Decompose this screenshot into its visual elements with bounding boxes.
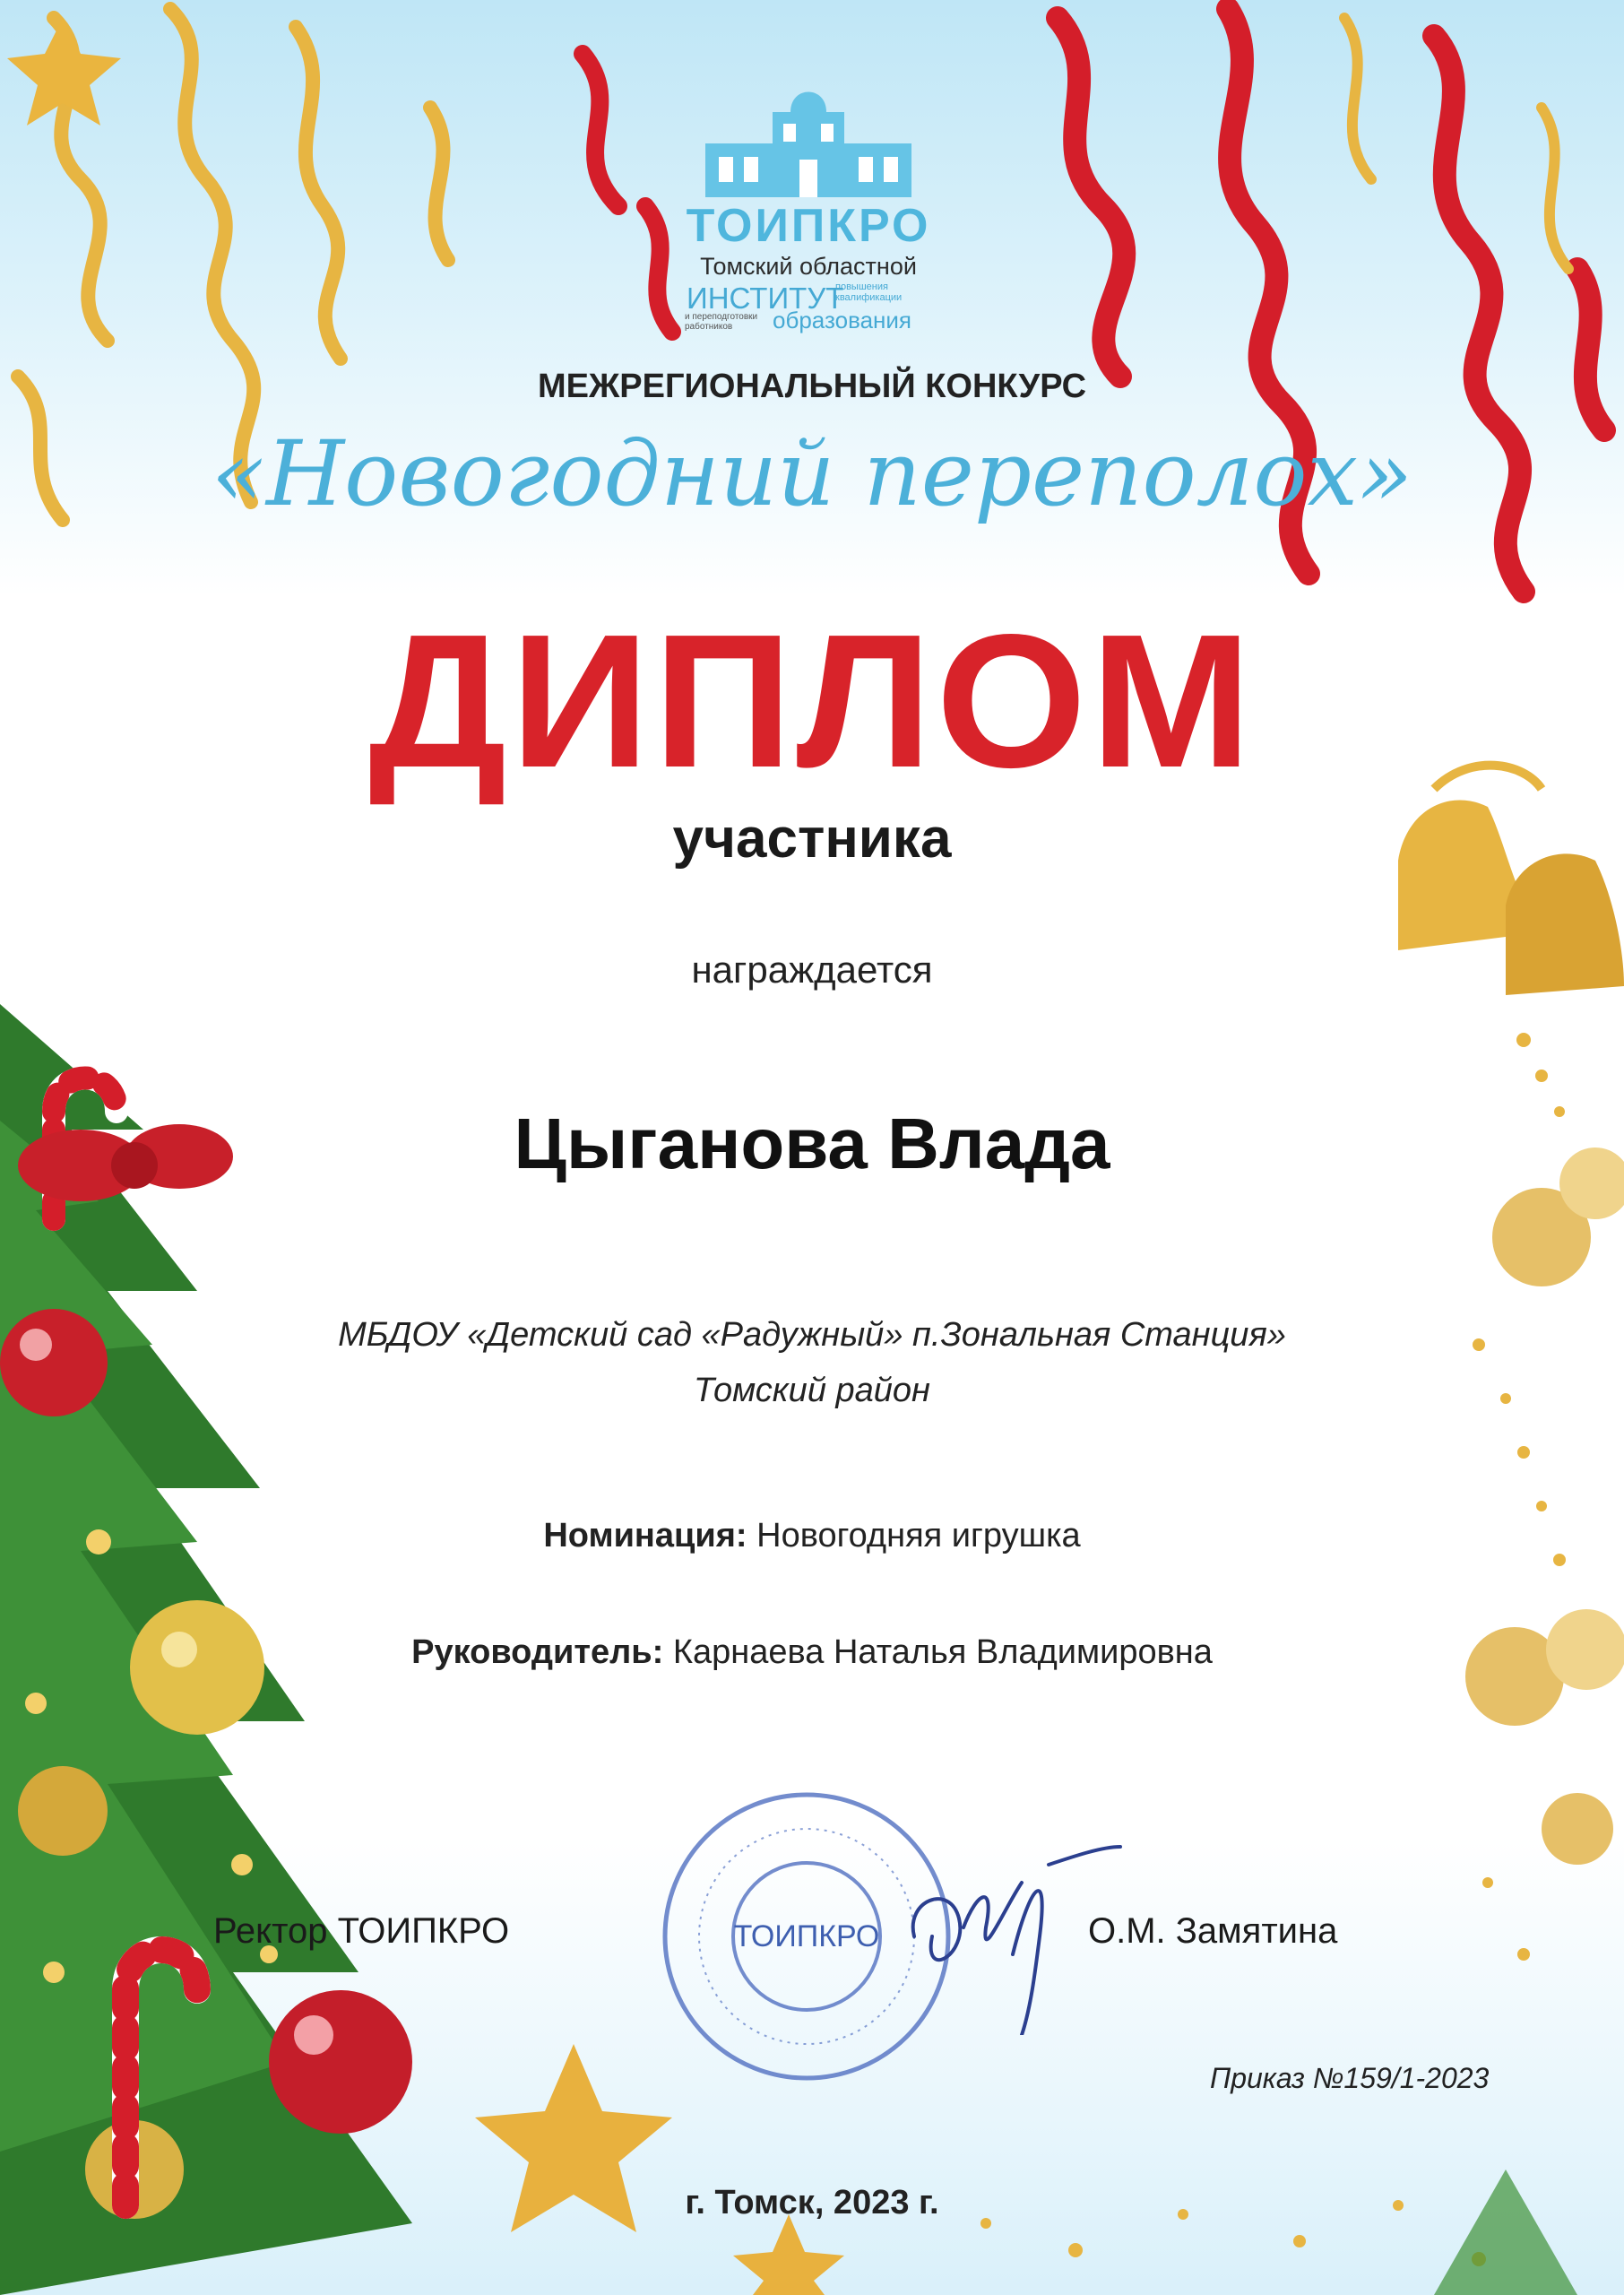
nomination-value: Новогодняя игрушка xyxy=(756,1517,1081,1555)
logo-line-2-small: повышения квалификации xyxy=(835,281,903,303)
rector-label: Ректор ТОИПКРО xyxy=(213,1911,510,1951)
institute-logo xyxy=(674,81,943,350)
district: Томский район xyxy=(694,1372,930,1409)
red-ribbons-left xyxy=(583,54,672,332)
building-logo-icon xyxy=(674,81,943,202)
contest-name: «Новогодний переполох» xyxy=(211,421,1413,526)
supervisor-value: Карнаева Наталья Владимировна xyxy=(672,1633,1213,1671)
logo-line-3: образования xyxy=(773,307,912,333)
recipient-name: Цыганова Влада xyxy=(514,1104,1110,1183)
star-bottom-small xyxy=(733,2214,844,2295)
order-number: Приказ №159/1-2023 xyxy=(1210,2062,1490,2094)
logo-line-2: ИНСТИТУТ xyxy=(687,281,844,315)
logo-line-1: Томский областной xyxy=(700,253,917,280)
nomination-label: Номинация: xyxy=(543,1517,747,1555)
supervisor-label: Руководитель: xyxy=(411,1633,664,1671)
logo-line-3-small: и переподготовки работников xyxy=(685,312,758,332)
awarded-text: награждается xyxy=(691,948,933,991)
signer-name: О.М. Замятина xyxy=(1088,1911,1338,1951)
logo-name: ТОИПКРО xyxy=(686,200,931,252)
contest-label: МЕЖРЕГИОНАЛЬНЫЙ КОНКУРС xyxy=(537,368,1087,405)
city-year: г. Томск, 2023 г. xyxy=(685,2184,939,2221)
organization: МБДОУ «Детский сад «Радужный» п.Зональная Станция» xyxy=(338,1316,1286,1354)
stamp-text: ТОИПКРО xyxy=(733,1919,880,1953)
document-title: ДИПЛОМ xyxy=(368,594,1256,807)
supervisor-line xyxy=(0,1633,1624,1672)
nomination-line xyxy=(0,1517,1624,1555)
document-subtitle: участника xyxy=(672,808,952,870)
